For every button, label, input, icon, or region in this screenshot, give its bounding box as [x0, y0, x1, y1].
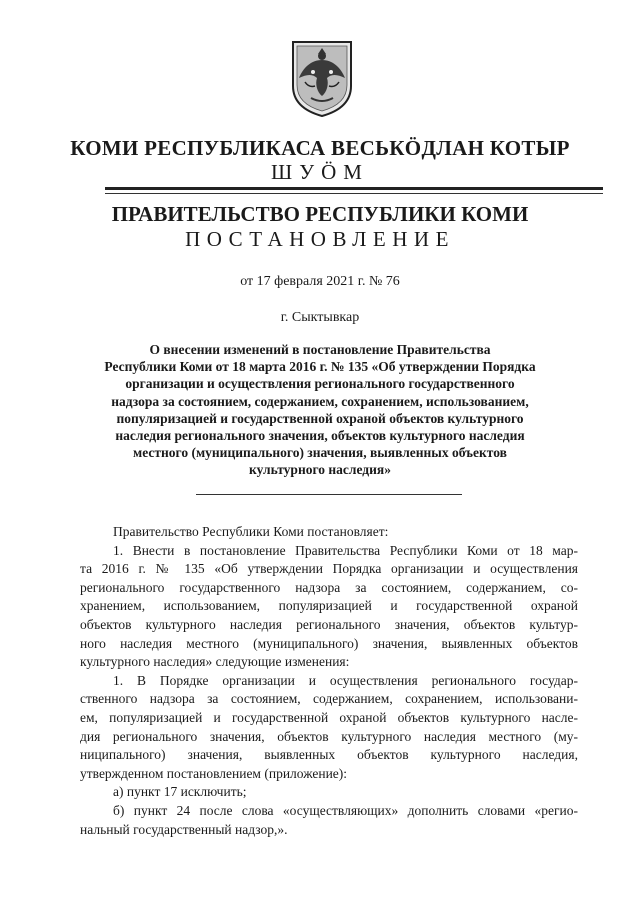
title-line: Республики Коми от 18 марта 2016 г. № 135 «Об утверждении Порядка	[104, 359, 536, 375]
decree-date-number: от 17 февраля 2021 г. № 76	[240, 274, 400, 289]
komi-decree-heading: ШУӦМ	[271, 160, 369, 184]
body-line: 1. В Порядке организации и осуществления регионального государ-	[113, 672, 578, 688]
government-heading: ПРАВИТЕЛЬСТВО РЕСПУБЛИКИ КОМИ	[111, 202, 529, 226]
coat-of-arms-emblem	[289, 38, 355, 118]
decree-body	[80, 523, 578, 839]
title-line: организации и осуществления регионального государственного	[125, 376, 515, 392]
header-divider-thick	[105, 187, 603, 190]
decree-title	[70, 341, 570, 479]
body-line: хранением, использованием, популяризацией и государственной охраной	[80, 598, 578, 614]
body-line: регионального государственного надзора за состоянием, содержанием, со-	[80, 579, 578, 595]
body-line: ного наследия местного (муниципального) значения, выявленных объектов	[80, 635, 578, 651]
komi-government-heading: КОМИ РЕСПУБЛИКАСА ВЕСЬКӦДЛАН КОТЫР	[70, 136, 570, 160]
body-line: Правительство Республики Коми постановляет:	[113, 524, 389, 539]
title-line: надзора за состоянием, содержанием, сохранением, использованием,	[111, 393, 529, 409]
decree-heading: ПОСТАНОВЛЕНИЕ	[185, 227, 455, 251]
body-line: культурного наследия» следующие изменения:	[80, 654, 350, 670]
header-divider-thin	[105, 193, 603, 194]
title-line: культурного наследия»	[249, 462, 391, 478]
title-line: местного (муниципального) значения, выявленных объектов	[133, 445, 507, 461]
title-line: наследия регионального значения, объектов культурного наследия	[115, 428, 525, 444]
body-line: та 2016 г. № 135 «Об утверждении Порядка организации и осуществления	[80, 561, 578, 577]
decree-city: г. Сыктывкар	[280, 310, 360, 325]
body-line: ем, популяризацией и государственной охраной объектов культурного насле-	[80, 709, 578, 725]
body-line: ниципального) значения, выявленных объектов культурного наследия,	[80, 747, 578, 763]
body-line: 1. Внести в постановление Правительства Республики Коми от 18 мар-	[113, 542, 578, 558]
title-separator	[196, 494, 462, 495]
body-line: дия регионального значения, объектов культурного наследия местного (му-	[80, 728, 578, 744]
body-line: а) пункт 17 исключить;	[113, 784, 247, 800]
title-line: популяризацией и государственной охраной объектов культурного	[116, 410, 524, 426]
body-line: объектов культурного наследия регионального значения, объектов культур-	[80, 616, 578, 632]
body-line: утвержденном постановлением (приложение):	[80, 765, 348, 781]
body-line: ственного надзора за состоянием, содержанием, сохранением, использовани-	[80, 691, 578, 707]
body-line: б) пункт 24 после слова «осуществляющих» дополнить словами «регио-	[113, 802, 578, 818]
body-line: нальный государственный надзор,».	[80, 821, 288, 837]
title-line: О внесении изменений в постановление Правительства	[149, 342, 491, 357]
